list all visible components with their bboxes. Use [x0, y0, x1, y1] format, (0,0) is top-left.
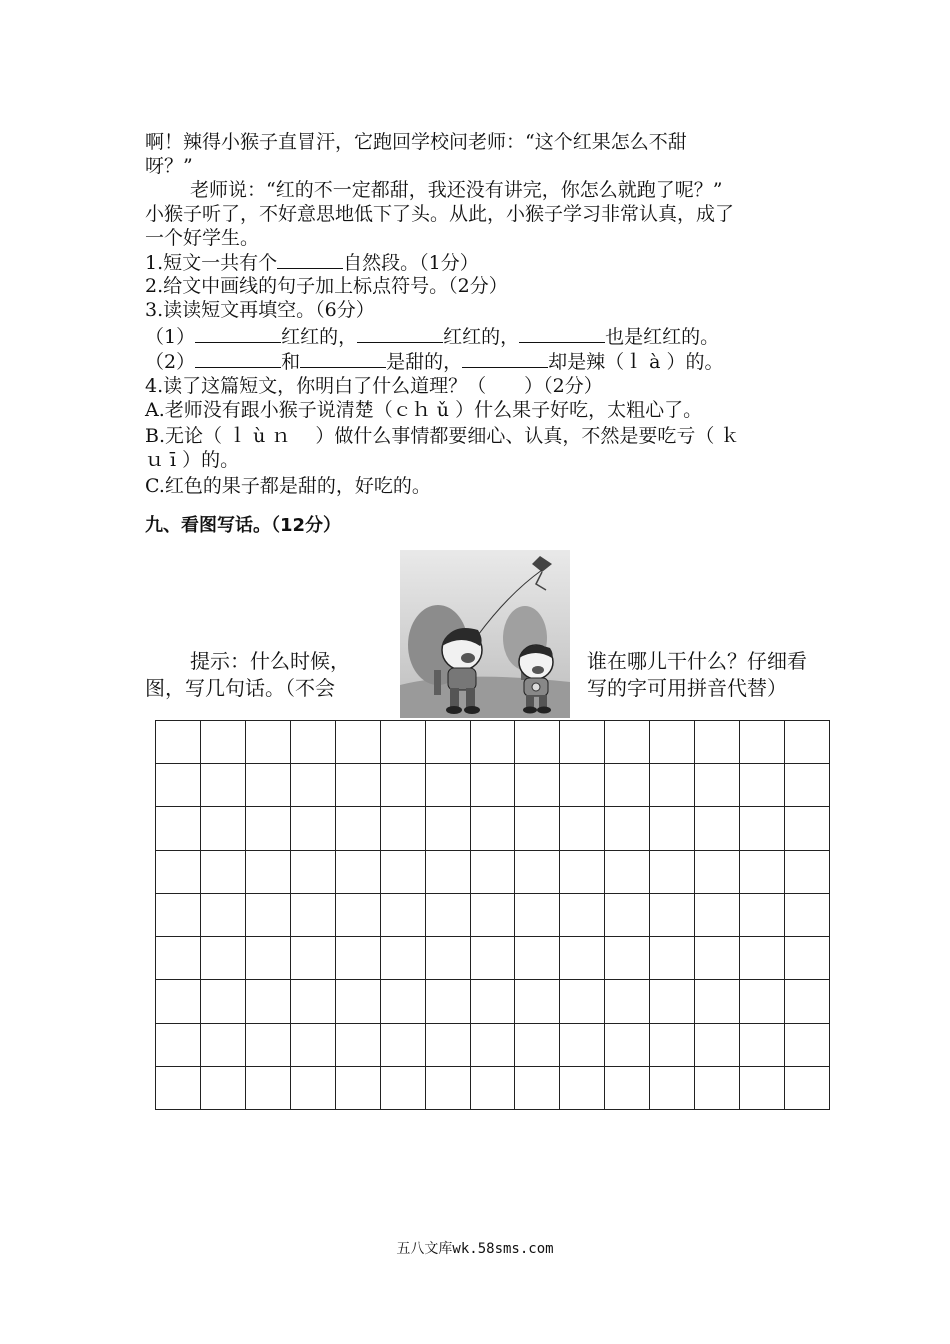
q3-1-text-d: 也是红红的。 — [605, 326, 720, 348]
hint-right-line-2: 写的字可用拼音代替） — [587, 676, 787, 700]
grid-cell[interactable] — [695, 1024, 740, 1067]
grid-cell[interactable] — [740, 807, 785, 850]
grid-cell[interactable] — [381, 980, 426, 1023]
grid-cell[interactable] — [785, 807, 830, 850]
passage-line-1: 啊！辣得小猴子直冒汗，它跑回学校问老师：“这个红果怎么不甜 — [145, 131, 687, 153]
grid-cell[interactable] — [785, 851, 830, 894]
grid-cell[interactable] — [291, 1024, 336, 1067]
grid-cell[interactable] — [785, 764, 830, 807]
grid-cell[interactable] — [426, 721, 471, 764]
grid-cell[interactable] — [156, 894, 201, 937]
grid-cell[interactable] — [740, 851, 785, 894]
grid-cell[interactable] — [515, 721, 560, 764]
grid-cell[interactable] — [740, 1067, 785, 1110]
grid-cell[interactable] — [246, 851, 291, 894]
grid-cell[interactable] — [605, 1024, 650, 1067]
hint-left-line-1: 提示：什么时候， — [190, 649, 350, 673]
question-1-text-a: 1.短文一共有个 — [145, 252, 278, 274]
section-9-title: 九、看图写话。（12分） — [145, 515, 342, 536]
q3-2-text-d: 却是辣（ｌ à ）的。 — [548, 351, 724, 373]
grid-cell[interactable] — [471, 764, 516, 807]
grid-cell[interactable] — [246, 937, 291, 980]
grid-cell[interactable] — [605, 721, 650, 764]
grid-cell[interactable] — [381, 764, 426, 807]
grid-cell[interactable] — [740, 721, 785, 764]
grid-cell[interactable] — [336, 721, 381, 764]
grid-cell[interactable] — [650, 764, 695, 807]
grid-cell[interactable] — [515, 980, 560, 1023]
q3-2-label: （2） — [145, 351, 196, 373]
grid-cell[interactable] — [560, 937, 605, 980]
grid-cell[interactable] — [650, 807, 695, 850]
writing-grid[interactable] — [155, 720, 830, 1110]
footer-source: 五八文库wk.58sms.com — [396, 1241, 554, 1257]
answer-blank[interactable] — [519, 324, 605, 343]
question-2: 2.给文中画线的句子加上标点符号。（2分） — [145, 275, 508, 297]
answer-blank[interactable] — [195, 324, 281, 343]
question-3-2 — [145, 349, 724, 374]
passage-line-4: 小猴子听了，不好意思地低下了头。从此，小猴子学习非常认真，成了 — [145, 203, 735, 225]
answer-blank[interactable] — [195, 349, 281, 368]
question-3-1 — [145, 324, 719, 349]
grid-cell[interactable] — [560, 1024, 605, 1067]
q3-2-text-c: 是甜的， — [386, 351, 463, 373]
grid-cell[interactable] — [650, 937, 695, 980]
grid-cell[interactable] — [426, 1067, 471, 1110]
grid-cell[interactable] — [291, 1067, 336, 1110]
passage-line-3: 老师说：“红的不一定都甜，我还没有讲完，你怎么就跑了呢？” — [190, 179, 723, 201]
grid-cell[interactable] — [471, 721, 516, 764]
grid-cell[interactable] — [785, 937, 830, 980]
grid-cell[interactable] — [471, 1067, 516, 1110]
grid-cell[interactable] — [291, 721, 336, 764]
grid-cell[interactable] — [471, 807, 516, 850]
grid-cell[interactable] — [381, 851, 426, 894]
answer-blank[interactable] — [357, 324, 443, 343]
question-4: 4.读了这篇短文，你明白了什么道理？（ ）（2分） — [145, 375, 603, 397]
grid-cell[interactable] — [515, 894, 560, 937]
grid-cell[interactable] — [201, 764, 246, 807]
grid-cell[interactable] — [650, 980, 695, 1023]
grid-cell[interactable] — [605, 1067, 650, 1110]
grid-cell[interactable] — [156, 851, 201, 894]
grid-cell[interactable] — [560, 894, 605, 937]
grid-cell[interactable] — [336, 1024, 381, 1067]
option-b-line-2: ｕ ī ）的。 — [145, 449, 240, 471]
grid-cell[interactable] — [560, 980, 605, 1023]
grid-cell[interactable] — [201, 894, 246, 937]
grid-cell[interactable] — [605, 851, 650, 894]
grid-cell[interactable] — [650, 721, 695, 764]
grid-cell[interactable] — [336, 851, 381, 894]
grid-cell[interactable] — [426, 1024, 471, 1067]
grid-cell[interactable] — [381, 937, 426, 980]
grid-cell[interactable] — [560, 764, 605, 807]
passage-line-2: 呀？” — [145, 155, 193, 177]
q3-1-label: （1） — [145, 326, 196, 348]
grid-cell[interactable] — [381, 721, 426, 764]
grid-cell[interactable] — [560, 851, 605, 894]
grid-cell[interactable] — [381, 1024, 426, 1067]
grid-cell[interactable] — [291, 764, 336, 807]
grid-cell[interactable] — [605, 937, 650, 980]
grid-cell[interactable] — [336, 937, 381, 980]
grid-cell[interactable] — [695, 851, 740, 894]
grid-cell[interactable] — [291, 894, 336, 937]
grid-cell[interactable] — [336, 1067, 381, 1110]
grid-cell[interactable] — [426, 851, 471, 894]
grid-cell[interactable] — [740, 937, 785, 980]
grid-cell[interactable] — [426, 764, 471, 807]
grid-cell[interactable] — [246, 807, 291, 850]
grid-cell[interactable] — [156, 1024, 201, 1067]
grid-cell[interactable] — [201, 1024, 246, 1067]
grid-cell[interactable] — [426, 980, 471, 1023]
hint-left-line-2: 图，写几句话。（不会 — [145, 676, 335, 700]
grid-cell[interactable] — [201, 937, 246, 980]
grid-cell[interactable] — [426, 807, 471, 850]
grid-cell[interactable] — [560, 1067, 605, 1110]
grid-cell[interactable] — [785, 980, 830, 1023]
grid-cell[interactable] — [246, 764, 291, 807]
grid-cell[interactable] — [605, 980, 650, 1023]
grid-cell[interactable] — [246, 1067, 291, 1110]
grid-cell[interactable] — [291, 807, 336, 850]
grid-cell[interactable] — [201, 721, 246, 764]
grid-cell[interactable] — [515, 807, 560, 850]
grid-cell[interactable] — [426, 894, 471, 937]
grid-cell[interactable] — [336, 980, 381, 1023]
question-1-text-b: 自然段。（1分） — [343, 252, 479, 274]
grid-cell[interactable] — [156, 980, 201, 1023]
grid-cell[interactable] — [650, 1067, 695, 1110]
grid-cell[interactable] — [560, 807, 605, 850]
grid-cell[interactable] — [471, 851, 516, 894]
grid-cell[interactable] — [201, 980, 246, 1023]
grid-cell[interactable] — [246, 894, 291, 937]
grid-cell[interactable] — [740, 894, 785, 937]
grid-cell[interactable] — [560, 721, 605, 764]
grid-cell[interactable] — [695, 894, 740, 937]
grid-cell[interactable] — [650, 1024, 695, 1067]
grid-cell[interactable] — [381, 894, 426, 937]
grid-cell[interactable] — [156, 764, 201, 807]
grid-cell[interactable] — [336, 764, 381, 807]
grid-cell[interactable] — [426, 937, 471, 980]
grid-cell[interactable] — [515, 937, 560, 980]
kite-kids-illustration-icon — [400, 550, 570, 718]
grid-cell[interactable] — [201, 1067, 246, 1110]
grid-cell[interactable] — [471, 894, 516, 937]
grid-cell[interactable] — [381, 1067, 426, 1110]
q3-2-text-b: 和 — [281, 351, 301, 373]
question-3: 3.读读短文再填空。（6分） — [145, 299, 375, 321]
passage-line-5: 一个好学生。 — [145, 227, 260, 249]
grid-cell[interactable] — [336, 807, 381, 850]
answer-blank[interactable] — [462, 349, 548, 368]
grid-cell[interactable] — [156, 1067, 201, 1110]
grid-cell[interactable] — [695, 807, 740, 850]
answer-blank[interactable] — [300, 349, 386, 368]
grid-cell[interactable] — [515, 1067, 560, 1110]
grid-cell[interactable] — [650, 851, 695, 894]
grid-cell[interactable] — [785, 721, 830, 764]
grid-cell[interactable] — [740, 980, 785, 1023]
grid-cell[interactable] — [156, 721, 201, 764]
grid-cell[interactable] — [471, 1024, 516, 1067]
hint-right-line-1: 谁在哪儿干什么？仔细看 — [587, 649, 807, 673]
option-c: C.红色的果子都是甜的，好吃的。 — [145, 475, 431, 497]
grid-cell[interactable] — [785, 894, 830, 937]
option-a: A.老师没有跟小猴子说清楚（ｃｈ ǔ ）什么果子好吃，太粗心了。 — [145, 399, 703, 421]
grid-cell[interactable] — [156, 937, 201, 980]
grid-cell[interactable] — [785, 1067, 830, 1110]
grid-cell[interactable] — [740, 764, 785, 807]
q3-1-text-b: 红红的， — [281, 326, 358, 348]
grid-cell[interactable] — [381, 807, 426, 850]
grid-cell[interactable] — [695, 980, 740, 1023]
grid-cell[interactable] — [695, 937, 740, 980]
grid-cell[interactable] — [605, 764, 650, 807]
grid-cell[interactable] — [605, 807, 650, 850]
grid-cell[interactable] — [291, 937, 336, 980]
grid-cell[interactable] — [246, 980, 291, 1023]
grid-cell[interactable] — [156, 807, 201, 850]
grid-cell[interactable] — [695, 1067, 740, 1110]
grid-cell[interactable] — [515, 1024, 560, 1067]
grid-cell[interactable] — [515, 764, 560, 807]
grid-cell[interactable] — [471, 980, 516, 1023]
grid-cell[interactable] — [740, 1024, 785, 1067]
grid-cell[interactable] — [650, 894, 695, 937]
grid-cell[interactable] — [785, 1024, 830, 1067]
grid-cell[interactable] — [695, 721, 740, 764]
answer-blank[interactable] — [277, 250, 343, 269]
grid-cell[interactable] — [246, 1024, 291, 1067]
option-b-line-1: B.无论（ ｌ ù ｎ ）做什么事情都要细心、认真，不然是要吃亏（ ｋ — [145, 425, 740, 447]
grid-cell[interactable] — [336, 894, 381, 937]
grid-cell[interactable] — [695, 764, 740, 807]
q3-1-text-c: 红红的， — [443, 326, 520, 348]
grid-cell[interactable] — [291, 980, 336, 1023]
grid-cell[interactable] — [471, 937, 516, 980]
question-1 — [145, 250, 479, 275]
grid-cell[interactable] — [201, 807, 246, 850]
grid-cell[interactable] — [291, 851, 336, 894]
grid-cell[interactable] — [201, 851, 246, 894]
grid-cell[interactable] — [515, 851, 560, 894]
grid-cell[interactable] — [246, 721, 291, 764]
grid-cell[interactable] — [605, 894, 650, 937]
